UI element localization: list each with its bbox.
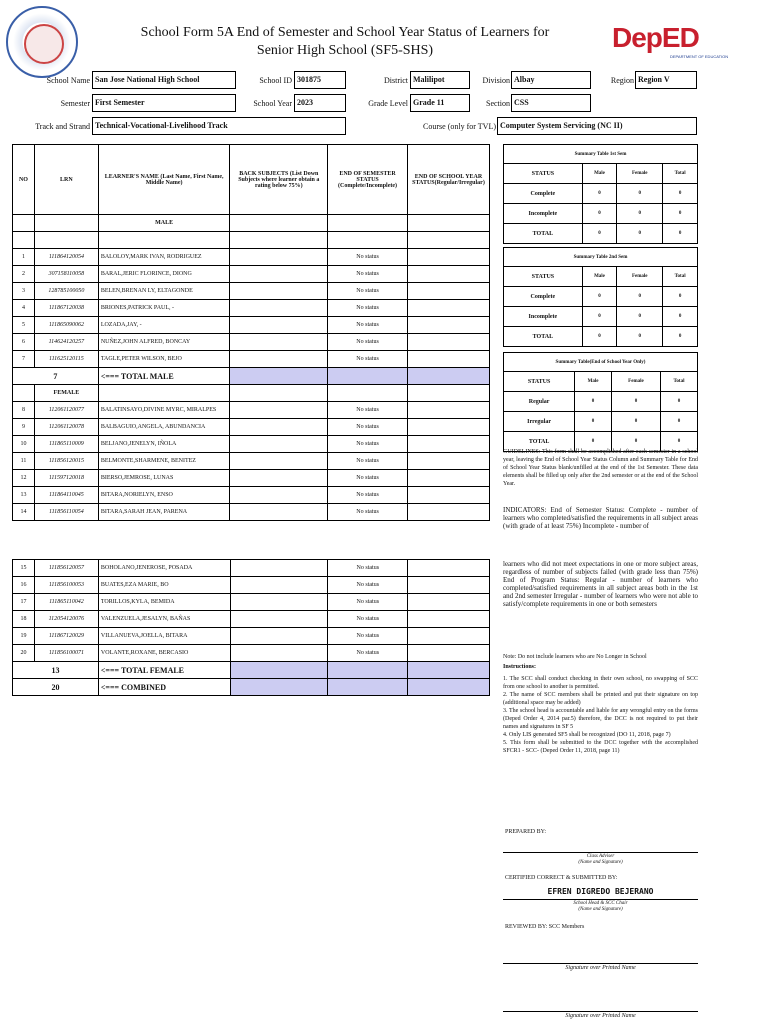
summary-row-female: 0 xyxy=(611,432,660,452)
title-line-2: Senior High School (SF5-SHS) xyxy=(256,43,434,58)
title-line-1: School Form 5A End of Semester and School Year Status of Learners for xyxy=(140,25,550,40)
learner-no: 11 xyxy=(13,453,35,470)
summary-row-female: 0 xyxy=(611,412,660,432)
learner-no: 1 xyxy=(13,249,35,266)
learner-row xyxy=(13,249,490,266)
summary-row xyxy=(504,412,698,432)
summary-row-total: 0 xyxy=(663,224,698,244)
learner-end-sy-status xyxy=(408,334,490,351)
learner-name: BUATES,EZA MARIE, BO xyxy=(98,577,230,594)
summary-title-row xyxy=(504,248,698,267)
summary-row xyxy=(504,327,698,347)
learner-no: 3 xyxy=(13,283,35,300)
learner-back-subjects xyxy=(230,560,328,577)
instruction-item: 5. This form shall be submitted to the DCC together with the accomplished SFCR1 - SCC- (Deped Order 11, 2018, page 11) xyxy=(503,740,698,754)
instruction-item: 3. The school head is accountable and liable for any wrongful entry on the forms (Deped Order 4, 2014 par.5) therefore, the DCC is not required to put their names and signatures in SF 5 xyxy=(503,708,698,730)
section-field: CSS xyxy=(511,94,591,112)
learner-end-sem-status: No status xyxy=(328,249,408,266)
semester-label: Semester xyxy=(60,99,90,108)
learner-end-sy-status xyxy=(408,628,490,645)
summary-row-total: 0 xyxy=(663,327,698,347)
learner-no: 20 xyxy=(13,645,35,662)
learner-back-subjects xyxy=(230,351,328,368)
summary-row-male: 0 xyxy=(582,327,616,347)
summary-row-female: 0 xyxy=(617,307,663,327)
region-label: Region xyxy=(610,76,634,85)
learner-end-sy-status xyxy=(408,645,490,662)
summary-table-end-sy xyxy=(503,352,698,452)
district-label: District xyxy=(384,76,408,85)
learner-end-sy-status xyxy=(408,504,490,521)
learner-no: 6 xyxy=(13,334,35,351)
learner-name: VOLANTE,ROXANE, BERCASIO xyxy=(98,645,230,662)
learner-back-subjects xyxy=(230,504,328,521)
total-female-label: <=== TOTAL FEMALE xyxy=(98,662,230,679)
learner-lrn: 111864120054 xyxy=(34,249,98,266)
summary-total-header: Total xyxy=(663,267,698,287)
learner-name: BELEN,BRENAN LY, ELTAGONDE xyxy=(98,283,230,300)
summary-row-total: 0 xyxy=(661,392,698,412)
learner-lrn: 111865110042 xyxy=(34,594,98,611)
learner-lrn: 128785100050 xyxy=(34,283,98,300)
track-field: Technical-Vocational-Livelihood Track xyxy=(92,117,346,135)
summary-total-header: Total xyxy=(661,372,698,392)
learner-end-sy-status xyxy=(408,577,490,594)
learner-back-subjects xyxy=(230,266,328,283)
learner-name: VALENZUELA,JESALYN, BAÑAS xyxy=(98,611,230,628)
instructions-title: Instructions: xyxy=(503,664,537,670)
learner-row xyxy=(13,402,490,419)
deped-logo xyxy=(612,22,742,62)
deped-logo-subtext: DEPARTMENT OF EDUCATION xyxy=(670,54,729,59)
learner-end-sem-status: No status xyxy=(328,334,408,351)
summary-row-total: 0 xyxy=(663,287,698,307)
learner-no: 7 xyxy=(13,351,35,368)
summary-row xyxy=(504,392,698,412)
summary-title-row xyxy=(504,145,698,164)
total-female-row xyxy=(13,662,490,679)
header-end-sy-status: END OF SCHOOL YEAR STATUS(Regular/Irregular) xyxy=(408,145,490,215)
school-year-field: 2023 xyxy=(294,94,346,112)
learner-row xyxy=(13,300,490,317)
adviser-name-sig-label: (Name and Signature) xyxy=(578,860,623,865)
learner-end-sem-status: No status xyxy=(328,611,408,628)
summary-row-male: 0 xyxy=(582,184,616,204)
learner-no: 12 xyxy=(13,470,35,487)
summary-header-row xyxy=(504,267,698,287)
learner-row xyxy=(13,317,490,334)
learner-row xyxy=(13,283,490,300)
summary-row-female: 0 xyxy=(617,224,663,244)
summary-row xyxy=(504,224,698,244)
track-label: Track and Strand xyxy=(35,122,90,131)
summary-row-female: 0 xyxy=(617,204,663,224)
learner-lrn: 111856100071 xyxy=(34,645,98,662)
learner-back-subjects xyxy=(230,611,328,628)
learner-end-sem-status: No status xyxy=(328,266,408,283)
summary-table-2nd-sem xyxy=(503,247,698,347)
indicators-text-bottom: learners who did not meet expectations in one or more subject areas, regardless of number of subjects failed (with grade less than 75%) End of Program Status: Regular - number of learners who completed/satisfied requirements in all subject areas both in the 1st and 2nd semester Irregular - number of learners who were not able to satisfy/complete requirements in one or both semesters xyxy=(503,560,698,608)
summary-row-total: 0 xyxy=(661,432,698,452)
learner-no: 15 xyxy=(13,560,35,577)
learner-end-sem-status: No status xyxy=(328,487,408,504)
class-adviser-label: Class Adviser xyxy=(586,854,615,859)
summary-title: Summary Table 2nd Sem xyxy=(504,248,698,267)
school-name-label: School Name xyxy=(46,76,90,85)
learner-row xyxy=(13,453,490,470)
learner-end-sy-status xyxy=(408,351,490,368)
combined-label: <=== COMBINED xyxy=(98,679,230,696)
learner-back-subjects xyxy=(230,577,328,594)
learner-no: 17 xyxy=(13,594,35,611)
learner-end-sem-status: No status xyxy=(328,436,408,453)
learner-back-subjects xyxy=(230,419,328,436)
learner-lrn: 112061120077 xyxy=(34,402,98,419)
summary-row-total: 0 xyxy=(663,184,698,204)
total-male-label: <=== TOTAL MALE xyxy=(98,368,230,385)
learner-end-sem-status: No status xyxy=(328,560,408,577)
learner-row xyxy=(13,594,490,611)
school-id-field: 301875 xyxy=(294,71,346,89)
learner-end-sem-status: No status xyxy=(328,628,408,645)
summary-row-label: TOTAL xyxy=(504,327,583,347)
summary-row-label: Incomplete xyxy=(504,204,583,224)
total-male-count: 7 xyxy=(13,368,99,385)
summary-row-female: 0 xyxy=(617,184,663,204)
learner-lrn: 111865110009 xyxy=(34,436,98,453)
school-year-label: School Year xyxy=(253,99,292,108)
grade-level-field: Grade 11 xyxy=(410,94,470,112)
summary-row-male: 0 xyxy=(575,432,612,452)
learner-no: 14 xyxy=(13,504,35,521)
head-signature-line xyxy=(503,899,698,900)
combined-count: 20 xyxy=(13,679,99,696)
summary-row-total: 0 xyxy=(663,307,698,327)
learner-back-subjects xyxy=(230,334,328,351)
head-name-sig-label: (Name and Signature) xyxy=(578,907,623,912)
summary-row-male: 0 xyxy=(582,224,616,244)
summary-female-header: Female xyxy=(617,164,663,184)
learner-name: BELJANO,JENELYN, IÑOLA xyxy=(98,436,230,453)
learner-lrn: 111856120015 xyxy=(34,453,98,470)
learner-back-subjects xyxy=(230,283,328,300)
learner-end-sem-status: No status xyxy=(328,645,408,662)
learner-back-subjects xyxy=(230,317,328,334)
total-female-count: 13 xyxy=(13,662,99,679)
summary-row xyxy=(504,287,698,307)
learner-lrn: 307158110058 xyxy=(34,266,98,283)
grade-level-label: Grade Level xyxy=(368,99,408,108)
learner-row xyxy=(13,334,490,351)
header-lrn: LRN xyxy=(34,145,98,215)
summary-title-row xyxy=(504,353,698,372)
summary-row-total: 0 xyxy=(661,412,698,432)
indicators-text-top: INDICATORS: End of Semester Status: Complete - number of learners who completed/satisfied the requirements in all subject areas (with grade of at least 75%) Incomplete - number of xyxy=(503,506,698,530)
learner-no: 18 xyxy=(13,611,35,628)
learner-end-sem-status: No status xyxy=(328,453,408,470)
learner-end-sy-status xyxy=(408,300,490,317)
combined-row xyxy=(13,679,490,696)
learner-end-sy-status xyxy=(408,594,490,611)
total-male-row xyxy=(13,368,490,385)
summary-male-header: Male xyxy=(582,164,616,184)
learners-table-continued xyxy=(12,559,490,696)
summary-row-female: 0 xyxy=(611,392,660,412)
learner-no: 9 xyxy=(13,419,35,436)
summary-row-label: Regular xyxy=(504,392,575,412)
male-label: MALE xyxy=(98,215,230,232)
header-name: LEARNER'S NAME (Last Name, First Name, Middle Name) xyxy=(98,145,230,215)
learner-end-sem-status: No status xyxy=(328,419,408,436)
learner-row xyxy=(13,419,490,436)
course-label: Course (only for TVL) xyxy=(423,122,496,131)
learner-lrn: 114624120257 xyxy=(34,334,98,351)
learner-row xyxy=(13,266,490,283)
learner-name: BALBAGUIO,ANGELA, ABUNDANCIA xyxy=(98,419,230,436)
summary-row-label: Incomplete xyxy=(504,307,583,327)
learner-name: BELMONTE,SHARMENE, BENITEZ xyxy=(98,453,230,470)
learner-end-sy-status xyxy=(408,560,490,577)
learner-back-subjects xyxy=(230,300,328,317)
summary-row-label: TOTAL xyxy=(504,432,575,452)
summary-table-1st-sem xyxy=(503,144,698,244)
learner-back-subjects xyxy=(230,453,328,470)
sig-printed-name-1: Signature over Printed Name xyxy=(565,965,636,971)
learner-end-sy-status xyxy=(408,487,490,504)
school-head-role: School Head & SCC Chair xyxy=(573,901,628,906)
summary-row-male: 0 xyxy=(582,307,616,327)
learner-end-sy-status xyxy=(408,419,490,436)
learner-back-subjects xyxy=(230,436,328,453)
deped-logo-text: DepED xyxy=(612,22,699,53)
summary-male-header: Male xyxy=(575,372,612,392)
learner-lrn: 112061120078 xyxy=(34,419,98,436)
learner-no: 4 xyxy=(13,300,35,317)
learner-row xyxy=(13,611,490,628)
summary-row-label: Irregular xyxy=(504,412,575,432)
summary-row-male: 0 xyxy=(575,392,612,412)
learner-end-sem-status: No status xyxy=(328,351,408,368)
learner-name: VILLANUEVA,JOELLA, BITARA xyxy=(98,628,230,645)
section-label: Section xyxy=(486,99,510,108)
learner-end-sy-status xyxy=(408,402,490,419)
learners-table xyxy=(12,144,490,521)
instruction-item: 1. The SCC shall conduct checking in their own school, no swapping of SCC from one school to another is permitted. xyxy=(503,676,698,690)
learner-end-sy-status xyxy=(408,317,490,334)
summary-status-header: STATUS xyxy=(504,164,583,184)
learner-lrn: 111856100053 xyxy=(34,577,98,594)
learner-name: NUÑEZ,JOHN ALFRED, BONCAY xyxy=(98,334,230,351)
learner-lrn: 112054120076 xyxy=(34,611,98,628)
summary-row-label: Complete xyxy=(504,287,583,307)
learner-name: BRIONES,PATRICK PAUL, - xyxy=(98,300,230,317)
summary-row-male: 0 xyxy=(575,412,612,432)
learner-back-subjects xyxy=(230,470,328,487)
summary-row-total: 0 xyxy=(663,204,698,224)
female-label: FEMALE xyxy=(34,385,98,402)
learner-no: 16 xyxy=(13,577,35,594)
summary-status-header: STATUS xyxy=(504,267,583,287)
learner-no: 5 xyxy=(13,317,35,334)
learner-back-subjects xyxy=(230,249,328,266)
learner-name: BITARA,NORIELYN, ENSO xyxy=(98,487,230,504)
learner-name: BARAL,JERIC FLORINCE, DIONG xyxy=(98,266,230,283)
reviewed-by-label: REVIEWED BY: SCC Members xyxy=(505,924,585,930)
learner-back-subjects xyxy=(230,645,328,662)
school-head-name: EFREN DIGREDO BEJERANO xyxy=(547,887,654,896)
learner-end-sy-status xyxy=(408,249,490,266)
summary-total-header: Total xyxy=(663,164,698,184)
learner-end-sy-status xyxy=(408,470,490,487)
learner-end-sy-status xyxy=(408,611,490,628)
summary-row-female: 0 xyxy=(617,287,663,307)
learner-row xyxy=(13,577,490,594)
learner-back-subjects xyxy=(230,487,328,504)
note-text: Note: Do not include learners who are No Longer in School xyxy=(503,654,647,660)
learner-end-sy-status xyxy=(408,453,490,470)
sig-printed-name-2: Signature over Printed Name xyxy=(565,1013,636,1019)
learner-row xyxy=(13,351,490,368)
learner-no: 19 xyxy=(13,628,35,645)
district-field: Malilipot xyxy=(410,71,470,89)
learner-row xyxy=(13,504,490,521)
summary-row xyxy=(504,184,698,204)
school-name-field: San Jose National High School xyxy=(92,71,236,89)
summary-status-header: STATUS xyxy=(504,372,575,392)
learner-lrn: 111856110054 xyxy=(34,504,98,521)
learner-end-sy-status xyxy=(408,266,490,283)
prepared-by-label: PREPARED BY: xyxy=(505,829,547,835)
semester-field: First Semester xyxy=(92,94,236,112)
learner-back-subjects xyxy=(230,628,328,645)
learner-lrn: 111865090062 xyxy=(34,317,98,334)
learner-name: BALATINSAYO,DIVINE MYRC, MIRALPES xyxy=(98,402,230,419)
division-field: Albay xyxy=(511,71,591,89)
learner-lrn: 111867120038 xyxy=(34,300,98,317)
region-field: Region V xyxy=(635,71,697,89)
learner-no: 10 xyxy=(13,436,35,453)
learner-end-sem-status: No status xyxy=(328,470,408,487)
division-label: Division xyxy=(482,76,510,85)
learner-end-sem-status: No status xyxy=(328,283,408,300)
learner-name: LOZADA,JAY, - xyxy=(98,317,230,334)
guidelines-text: GUIDELINES: This form shall be accomplished after each semester in a school year, leaving the End of School Year Status Column and Summary Table for End of School Year Status blank/unfilled at the end of the 1st Semester. These data elements shall be filled up only after the 2nd semester or at the end of the School Year. xyxy=(503,449,698,487)
learner-end-sem-status: No status xyxy=(328,300,408,317)
learner-no: 8 xyxy=(13,402,35,419)
header-no: NO xyxy=(13,145,35,215)
learner-row xyxy=(13,645,490,662)
certified-label: CERTIFIED CORRECT & SUBMITTED BY: xyxy=(505,875,618,881)
learner-lrn: 111597120018 xyxy=(34,470,98,487)
learner-lrn: 111864110045 xyxy=(34,487,98,504)
page-title xyxy=(130,24,560,60)
learner-row xyxy=(13,470,490,487)
adviser-signature-line xyxy=(503,852,698,853)
table-header-row xyxy=(13,145,490,215)
learner-lrn: 111867120029 xyxy=(34,628,98,645)
summary-row-male: 0 xyxy=(582,287,616,307)
summary-female-header: Female xyxy=(617,267,663,287)
summary-title: Summary Table 1st Sem xyxy=(504,145,698,164)
summary-row xyxy=(504,307,698,327)
summary-row-label: Complete xyxy=(504,184,583,204)
learner-name: BITARA,SARAH JEAN, PARENA xyxy=(98,504,230,521)
learner-no: 13 xyxy=(13,487,35,504)
learner-lrn: 111625120115 xyxy=(34,351,98,368)
learner-back-subjects xyxy=(230,594,328,611)
learner-back-subjects xyxy=(230,402,328,419)
learner-lrn: 111856120057 xyxy=(34,560,98,577)
summary-row xyxy=(504,204,698,224)
header-end-sem-status: END OF SEMESTER STATUS (Complete/Incomplete) xyxy=(328,145,408,215)
learner-row xyxy=(13,436,490,453)
learner-row xyxy=(13,560,490,577)
summary-row-female: 0 xyxy=(617,327,663,347)
summary-female-header: Female xyxy=(611,372,660,392)
summary-row-label: TOTAL xyxy=(504,224,583,244)
school-id-label: School ID xyxy=(259,76,292,85)
learner-name: BALOLOY,MARK IVAN, RODRIGUEZ xyxy=(98,249,230,266)
learner-end-sem-status: No status xyxy=(328,317,408,334)
learner-end-sem-status: No status xyxy=(328,577,408,594)
summary-header-row xyxy=(504,372,698,392)
learner-end-sem-status: No status xyxy=(328,504,408,521)
female-section-row xyxy=(13,385,490,402)
learner-end-sy-status xyxy=(408,283,490,300)
learner-name: TAGLE,PETER WILSON, BEJO xyxy=(98,351,230,368)
learner-end-sem-status: No status xyxy=(328,594,408,611)
learner-end-sem-status: No status xyxy=(328,402,408,419)
learner-name: TORILLOS,KYLA, BEMIDA xyxy=(98,594,230,611)
instructions-list xyxy=(503,675,698,755)
summary-title: Summary Table(End of School Year Only) xyxy=(504,353,698,372)
summary-row-male: 0 xyxy=(582,204,616,224)
learner-row xyxy=(13,628,490,645)
summary-male-header: Male xyxy=(582,267,616,287)
course-field: Computer System Servicing (NC II) xyxy=(497,117,697,135)
learner-name: BOHOLANO,JENEROSE, POSADA xyxy=(98,560,230,577)
instruction-item: 2. The name of SCC members shall be printed and put their signature on top (additional space may be added) xyxy=(503,692,698,706)
scc-signature-line-1 xyxy=(503,963,698,964)
learner-no: 2 xyxy=(13,266,35,283)
learner-end-sy-status xyxy=(408,436,490,453)
summary-header-row xyxy=(504,164,698,184)
male-section-row xyxy=(13,215,490,232)
deped-seal-logo xyxy=(6,6,78,78)
learner-name: BIERSO,JEMROSE, LUNAS xyxy=(98,470,230,487)
learner-row xyxy=(13,487,490,504)
header-back-subjects: BACK SUBJECTS (List Down Subjects where learner obtain a rating below 75%) xyxy=(230,145,328,215)
instruction-item: 4. Only LIS generated SF5 shall be recognized (DO 11, 2018, page 7) xyxy=(503,732,671,738)
scc-signature-line-2 xyxy=(503,1011,698,1012)
